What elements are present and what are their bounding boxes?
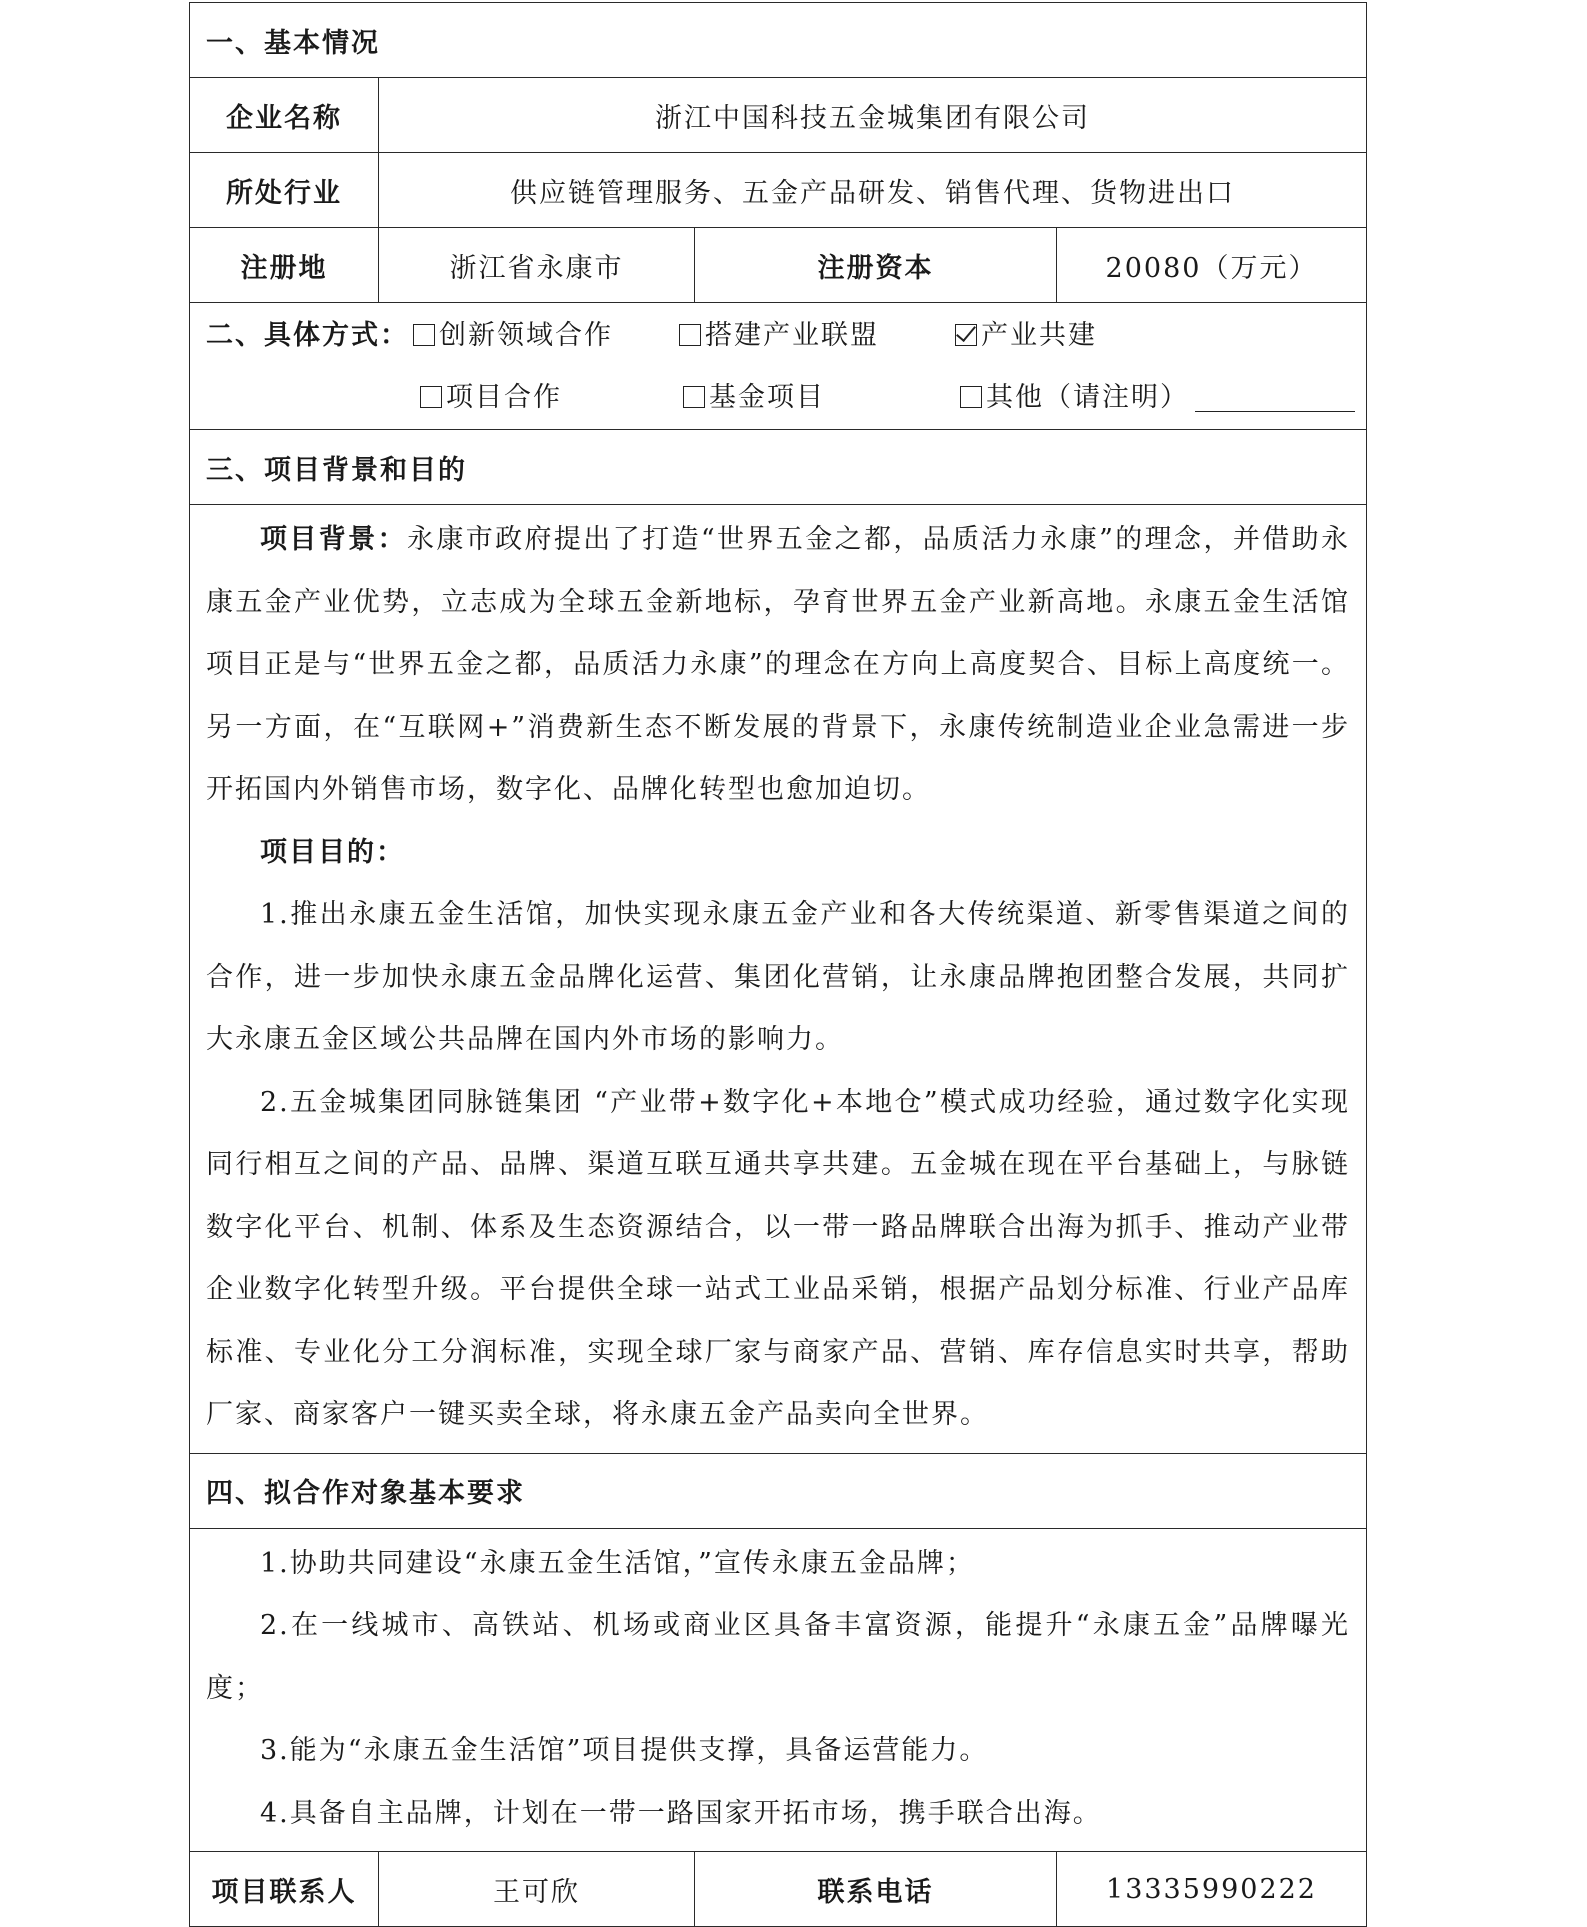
contact-row	[190, 1852, 1367, 1927]
section3-content-row	[190, 505, 1367, 1454]
other-blank-line[interactable]	[1195, 387, 1355, 412]
section3-title: 三、项目背景和目的	[190, 430, 1367, 505]
company-row	[190, 78, 1367, 153]
option-project[interactable]: 项目合作	[420, 375, 562, 414]
section1-row	[190, 3, 1367, 78]
contact-person-label: 项目联系人	[190, 1852, 379, 1927]
section2-title: 二、具体方式：	[206, 320, 409, 351]
option-innovation[interactable]: 创新领域合作	[413, 313, 613, 352]
reg-capital-label: 注册资本	[695, 228, 1057, 303]
section3-row	[190, 430, 1367, 505]
checkbox-icon[interactable]	[683, 386, 705, 408]
section4-content	[190, 1528, 1367, 1852]
company-label: 企业名称	[190, 78, 379, 153]
option-other[interactable]: 其他（请注明）	[960, 375, 1355, 414]
purpose-item-2: 2.五金城集团同脉链集团 “产业带+数字化+本地仓”模式成功经验，通过数字化实现同行相互之间的产品、品牌、渠道互联互通共享共建。五金城在现在平台基础上，与脉链数字化平台、机制、体系及生态资源结合，以一带一路品牌联合出海为抓手、推动产业带企业数字化转型升级。平台提供全球一站式工业品采销，根据产品划分标准、行业产品库标准、专业化分工分润标准，实现全球厂家与商家产品、营销、库存信息实时共享，帮助厂家、商家客户一键买卖全球，将永康五金产品卖向全世界。	[206, 1086, 1350, 1430]
requirement-item: 1.协助共同建设“永康五金生活馆，”宣传永康五金品牌；	[260, 1547, 975, 1579]
checkbox-icon[interactable]	[413, 324, 435, 346]
option-alliance[interactable]: 搭建产业联盟	[679, 313, 879, 352]
section1-title: 一、基本情况	[190, 3, 1367, 78]
checkbox-icon[interactable]	[960, 386, 982, 408]
option-fund[interactable]: 基金项目	[683, 375, 825, 414]
industry-label: 所处行业	[190, 153, 379, 228]
background-paragraph	[206, 509, 1350, 822]
company-value: 浙江中国科技五金城集团有限公司	[379, 78, 1367, 153]
form-page	[189, 2, 1366, 1927]
background-text: 永康市政府提出了打造“世界五金之都，品质活力永康”的理念，并借助永康五金产业优势，立志成为全球五金新地标，孕育世界五金产业新高地。永康五金生活馆项目正是与“世界五金之都，品质活力永康”的理念在方向上高度契合、目标上高度统一。另一方面，在“互联网+”消费新生态不断发展的背景下，永康传统制造业企业急需进一步开拓国内外销售市场，数字化、品牌化转型也愈加迫切。	[206, 524, 1351, 805]
option-co-construction[interactable]: 产业共建	[955, 313, 1097, 352]
requirement-item: 3.能为“永康五金生活馆”项目提供支撑，具备运营能力。	[260, 1735, 989, 1766]
contact-phone-label: 联系电话	[695, 1852, 1057, 1927]
section4-title: 四、拟合作对象基本要求	[190, 1453, 1367, 1528]
registration-row	[190, 228, 1367, 303]
contact-person-value: 王可欣	[379, 1852, 695, 1927]
section4-content-row	[190, 1528, 1367, 1852]
checkbox-icon[interactable]	[420, 386, 442, 408]
methods-cell	[190, 303, 1367, 430]
section2-row	[190, 303, 1367, 430]
contact-phone-value: 13335990222	[1057, 1852, 1367, 1927]
industry-value: 供应链管理服务、五金产品研发、销售代理、货物进出口	[379, 153, 1367, 228]
purpose-item-1: 1.推出永康五金生活馆，加快实现永康五金产业和各大传统渠道、新零售渠道之间的合作，进一步加快永康五金品牌化运营、集团化营销，让永康品牌抱团整合发展，共同扩大永康五金区域公共品牌在国内外市场的影响力。	[206, 899, 1350, 1055]
requirement-item: 2.在一线城市、高铁站、机场或商业区具备丰富资源，能提升“永康五金”品牌曝光度；	[206, 1610, 1350, 1704]
section3-content	[190, 505, 1367, 1454]
industry-row	[190, 153, 1367, 228]
requirement-item: 4.具备自主品牌，计划在一带一路国家开拓市场，携手联合出海。	[260, 1797, 1102, 1829]
reg-place-value: 浙江省永康市	[379, 228, 695, 303]
reg-capital-value: 20080（万元）	[1057, 228, 1367, 303]
checkbox-checked-icon[interactable]	[955, 324, 977, 346]
project-form-table	[189, 2, 1367, 1927]
background-label: 项目背景：	[260, 524, 407, 555]
reg-place-label: 注册地	[190, 228, 379, 303]
section4-row	[190, 1453, 1367, 1528]
purpose-label: 项目目的：	[260, 836, 405, 868]
checkbox-icon[interactable]	[679, 324, 701, 346]
